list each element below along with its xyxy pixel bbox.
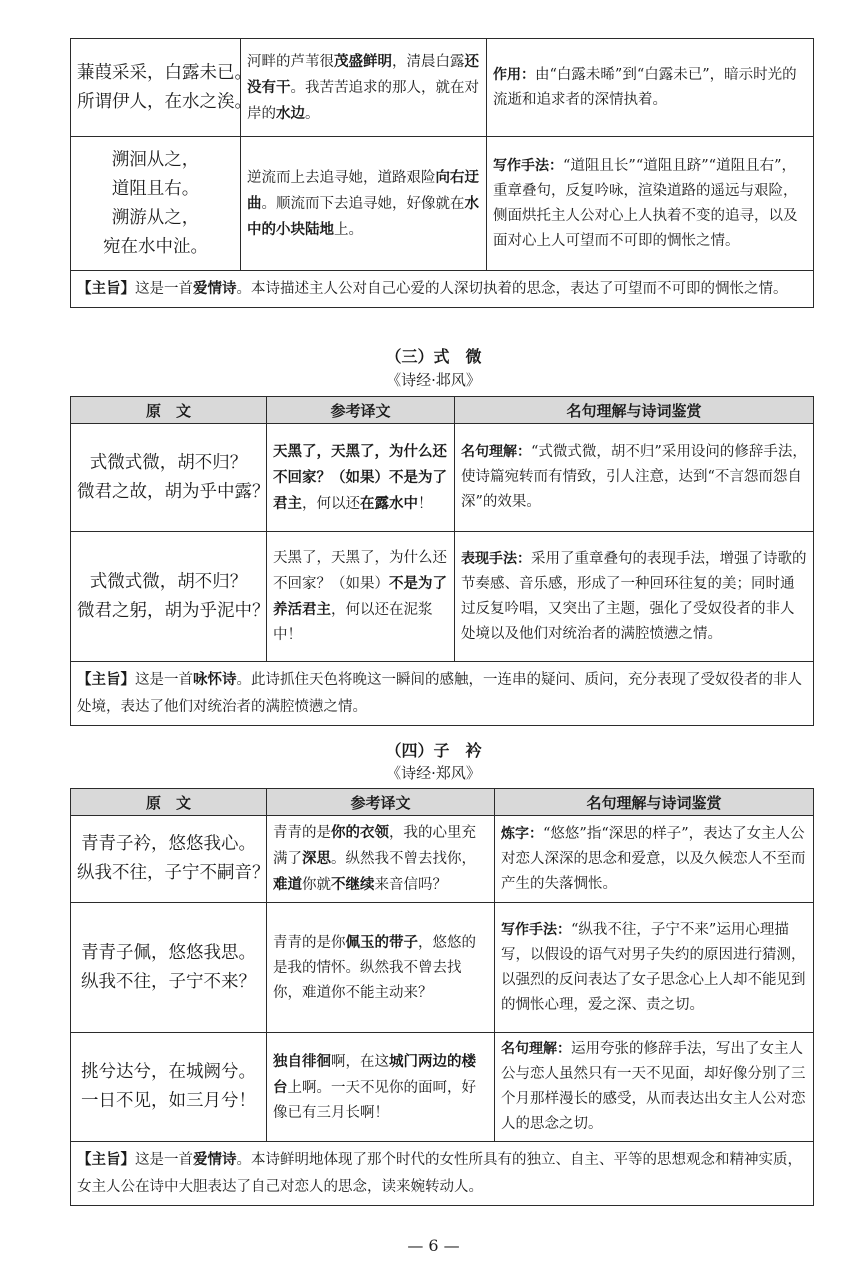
table-header <box>71 397 814 424</box>
section-title: （四）子 衿 <box>385 741 482 760</box>
table-row <box>71 39 814 137</box>
theme-summary: 【主旨】这是一首爱情诗。本诗描述主人公对自己心爱的人深切执着的思念，表达了可望而不可即的惆怅之情。 <box>71 271 814 308</box>
original-text: 式微式微，胡不归？ 微君之故，胡为乎中露？ <box>71 424 267 532</box>
translation: 天黑了，天黑了，为什么还不回家？（如果）不是为了君主，何以还在露水中！ <box>267 424 455 532</box>
theme-summary: 【主旨】这是一首爱情诗。本诗鲜明地体现了那个时代的女性所具有的独立、自主、平等的思想观念和精神实质，女主人公在诗中大胆表达了自己对恋人的思念，读来婉转动人。 <box>71 1142 814 1206</box>
theme-summary: 【主旨】这是一首咏怀诗。此诗抓住天色将晚这一瞬间的感触，一连串的疑问、质问，充分表现了受奴役者的非人处境，表达了他们对统治者的满腔愤懑之情。 <box>71 662 814 726</box>
section-source: 《诗经·郑风》 <box>386 764 481 782</box>
summary-row <box>71 662 814 726</box>
appreciation-note: 炼字：“悠悠”指“深思的样子”，表达了女主人公对恋人深深的思念和爱意，以及久候恋人不至而产生的失落惆怅。 <box>495 816 814 903</box>
original-text: 式微式微，胡不归？ 微君之躬，胡为乎泥中？ <box>71 532 267 662</box>
translation: 独自徘徊啊，在这城门两边的楼台上啊。一天不见你的面呵，好像已有三月长啊！ <box>267 1033 495 1142</box>
table-row <box>71 137 814 271</box>
appreciation-note: 表现手法：采用了重章叠句的表现手法，增强了诗歌的节奏感、音乐感，形成了一种回环往复的美；同时通过反复吟唱，又突出了主题，强化了受奴役者的非人处境以及他们对统治者的满腔愤懑之情。 <box>455 532 814 662</box>
translation: 天黑了，天黑了，为什么还不回家？（如果）不是为了养活君主，何以还在泥浆中！ <box>267 532 455 662</box>
translation: 青青的是你佩玉的带子，悠悠的是我的情怀。纵然我不曾去找你，难道你不能主动来？ <box>267 903 495 1033</box>
jianjia-table <box>70 38 814 308</box>
section-source: 《诗经·邶风》 <box>386 371 481 389</box>
zijin-table <box>70 788 814 1206</box>
translation: 河畔的芦苇很茂盛鲜明，清晨白露还没有干。我苦苦追求的那人，就在对岸的水边。 <box>241 39 487 137</box>
appreciation-note: 写作手法：“纵我不往，子宁不来”运用心理描写，以假设的语气对男子失约的原因进行猜测，以强烈的反问表达了女子思念心上人却不能见到的惆怅心理，爱之深、责之切。 <box>495 903 814 1033</box>
original-text: 溯洄从之， 道阻且右。 溯游从之， 宛在水中沚。 <box>71 137 241 271</box>
table-row <box>71 1033 814 1142</box>
summary-row <box>71 271 814 308</box>
appreciation-note: 写作手法：“道阻且长”“道阻且跻”“道阻且右”，重章叠句，反复吟咏，渲染道路的遥远与艰险，侧面烘托主人公对心上人执着不变的追寻，以及面对心上人可望而不可即的惆怅之情。 <box>487 137 814 271</box>
table-row <box>71 424 814 532</box>
header-translation: 参考译文 <box>267 397 455 424</box>
translation: 青青的是你的衣领，我的心里充满了深思。纵然我不曾去找你，难道你就不继续来音信吗？ <box>267 816 495 903</box>
summary-row <box>71 1142 814 1206</box>
header-original: 原 文 <box>71 397 267 424</box>
translation: 逆流而上去追寻她，道路艰险向右迂曲。顺流而下去追寻她，好像就在水中的小块陆地上。 <box>241 137 487 271</box>
appreciation-note: 名句理解：“式微式微，胡不归”采用设问的修辞手法，使诗篇宛转而有情致，引人注意，达到“不言怨而怨自深”的效果。 <box>455 424 814 532</box>
table-row <box>71 532 814 662</box>
original-text: 蒹葭采采，白露未已。 所谓伊人，在水之涘。 <box>71 39 241 137</box>
table-row <box>71 816 814 903</box>
table-header <box>71 789 814 816</box>
original-text: 挑兮达兮，在城阙兮。 一日不见，如三月兮！ <box>71 1033 267 1142</box>
original-text: 青青子衿，悠悠我心。 纵我不往，子宁不嗣音？ <box>71 816 267 903</box>
appreciation-note: 作用：由“白露未晞”到“白露未已”，暗示时光的流逝和追求者的深情执着。 <box>487 39 814 137</box>
header-appreciation: 名句理解与诗词鉴赏 <box>495 789 814 816</box>
table-row <box>71 903 814 1033</box>
header-translation: 参考译文 <box>267 789 495 816</box>
original-text: 青青子佩，悠悠我思。 纵我不往，子宁不来？ <box>71 903 267 1033</box>
appreciation-note: 名句理解：运用夸张的修辞手法，写出了女主人公与恋人虽然只有一天不见面，却好像分别了三个月那样漫长的感受，从而表达出女主人公对恋人的思念之切。 <box>495 1033 814 1142</box>
section-title: （三）式 微 <box>385 347 482 366</box>
page-number: — 6 — <box>407 1236 460 1255</box>
shiwei-table <box>70 396 814 726</box>
header-original: 原 文 <box>71 789 267 816</box>
header-appreciation: 名句理解与诗词鉴赏 <box>455 397 814 424</box>
